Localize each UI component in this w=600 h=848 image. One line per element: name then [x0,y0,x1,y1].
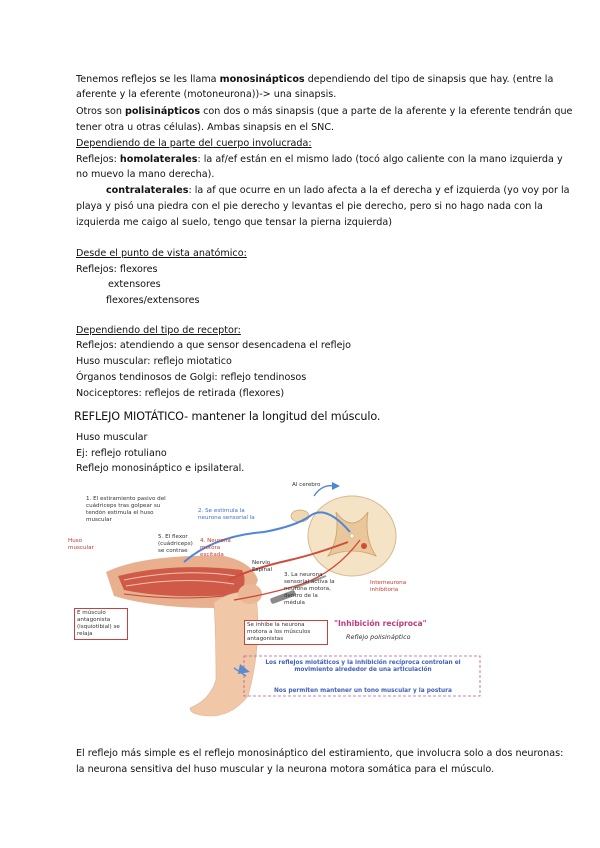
label-step-3: 3. La neurona sensorial activa la neurona motora, dentro de la médula [284,572,335,606]
intro-line-4: tener otra u otras células). Ambas sinapsis en el SNC. [76,122,335,133]
stretch-reflex-figure [64,476,542,728]
anatomy-line-2: extensores [108,279,161,290]
miotatic-line-2: Ej: reflejo rotuliano [76,448,167,459]
receptor-line-3: Órganos tendinosos de Golgi: reflejo tendinosos [76,372,307,383]
contralateral-line-3: izquierda me caigo al suelo, tengo que tensar la pierna izquierda) [76,217,393,228]
label-huso: Huso muscular [68,538,94,551]
label-nervio: Nervio Espinal [252,560,273,573]
anatomy-line-1: Reflejos: flexores [76,264,158,275]
label-message-1: Los reflejos miotáticos y la inhibición recíproca controlan el movimiento alrededor de una articulación [265,660,461,673]
miotatic-heading: REFLEJO MIOTÁTICO- mantener la longitud del músculo. [74,410,381,423]
closing-line-1: El reflejo más simple es el reflejo monosináptico del estiramiento, que involucra solo a dos neuronas: [76,748,564,759]
closing-line-2: la neurona sensitiva del huso muscular y la neurona motora somática para el músculo. [76,764,495,775]
label-al-cerebro: Al cerebro [292,482,321,488]
section-title-receptor: Dependiendo del tipo de receptor: [76,325,241,336]
label-step-2: 2. Se estimula la neurona sensorial la [198,508,255,521]
label-step-5: 5. El flexor (cuádriceps) se contrae [158,534,193,554]
intro-line-3: Otros son polisinápticos con dos o más sinapsis (que a parte de la aferente y la eferente tendrán que [76,106,573,117]
contralateral-line-1: contralaterales: la af que ocurre en un lado afecta a la ef derecha y ef izquierda (yo voy por la [106,185,570,196]
spinal-cord-icon [308,496,396,576]
receptor-line-4: Nociceptores: reflejos de retirada (flexores) [76,388,285,399]
miotatic-line-1: Huso muscular [76,432,148,443]
homolateral-line-1: Reflejos: homolaterales: la af/ef están en el mismo lado (tocó algo caliente con la mano izquierda y [76,154,563,165]
anatomy-line-3: flexores/extensores [106,295,200,306]
receptor-line-2: Huso muscular: reflejo miotatico [76,356,232,367]
label-interneurona: Interneurona inhibitoria [370,580,407,593]
homolateral-line-2: no muevo la mano derecha). [76,169,215,180]
contralateral-line-2: playa y pisó una piedra con el pie derecho y levantas el pie derecho, pero si no hago nada con la [76,201,543,212]
intro-line-1: Tenemos reflejos se les llama monosinápticos dependiendo del tipo de sinapsis que hay. (entre la [76,74,554,85]
receptor-line-1: Reflejos: atendiendo a que sensor desencadena el reflejo [76,340,352,351]
label-reflejo-polisinaptico: Reflejo polisináptico [346,633,411,641]
miotatic-line-3: Reflejo monosináptico e ipsilateral. [76,463,245,474]
label-message-2: Nos permiten mantener un tono muscular y la postura [274,688,452,694]
section-title-anatomy: Desde el punto de vista anatómico: [76,248,247,259]
section-title-body-part: Dependiendo de la parte del cuerpo involucrada: [76,138,312,149]
label-inhibe: Se inhibe la neurona motora a los músculos antagonistas [244,620,328,645]
label-inhibicion-reciproca: "Inhibición recíproca" [334,619,427,628]
label-musculo-antagonista: E músculo antagonista (isquiotibial) se relaja [74,608,128,640]
label-step-1: 1. El estiramiento pasivo del cuádriceps tras golpear su tendón estimula el huso muscular [86,496,166,523]
label-step-4: 4. Neurona motora excitada [200,538,231,558]
intro-line-2: aferente y la eferente (motoneurona))-> una sinapsis. [76,89,337,100]
